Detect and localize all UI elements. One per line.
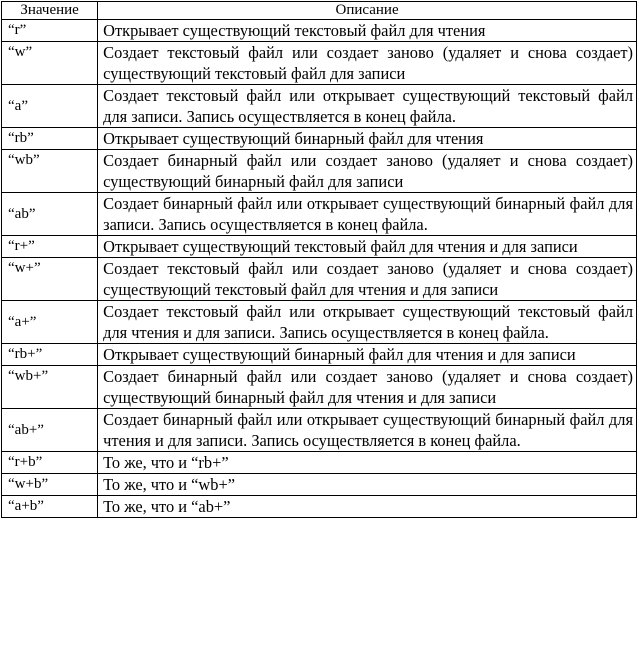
mode-description: Открывает существующий бинарный файл для чтения <box>98 128 637 150</box>
mode-value: “wb+” <box>2 366 98 409</box>
file-modes-table <box>1 1 637 518</box>
table-row <box>2 42 637 85</box>
mode-value: “a” <box>2 85 98 128</box>
table-row <box>2 301 637 344</box>
mode-value: “rb” <box>2 128 98 150</box>
mode-value: “a+” <box>2 301 98 344</box>
header-description: Описание <box>98 2 637 20</box>
table-row <box>2 150 637 193</box>
table-row <box>2 258 637 301</box>
table-row <box>2 496 637 518</box>
mode-description: Создает бинарный файл или открывает существующий бинарный файл для чтения и для записи. Запись осуществляется в конец файла. <box>98 409 637 452</box>
table-row <box>2 344 637 366</box>
table-row <box>2 366 637 409</box>
mode-description: Открывает существующий текстовый файл для чтения и для записи <box>98 236 637 258</box>
mode-description: Создает текстовый файл или создает заново (удаляет и снова создает) существующий текстовый файл для чтения и для записи <box>98 258 637 301</box>
mode-description: Создает текстовый файл или открывает существующий текстовый файл для записи. Запись осуществляется в конец файла. <box>98 85 637 128</box>
table-row <box>2 20 637 42</box>
mode-description: Создает текстовый файл или открывает существующий текстовый файл для чтения и для записи. Запись осуществляется в конец файла. <box>98 301 637 344</box>
mode-value: “rb+” <box>2 344 98 366</box>
table-row <box>2 474 637 496</box>
mode-description: Создает бинарный файл или создает заново (удаляет и снова создает) существующий бинарный файл для чтения и для записи <box>98 366 637 409</box>
mode-value: “r+b” <box>2 452 98 474</box>
mode-description: Открывает существующий текстовый файл для чтения <box>98 20 637 42</box>
table-row <box>2 193 637 236</box>
header-value: Значение <box>2 2 98 20</box>
table-row <box>2 236 637 258</box>
mode-description: Создает бинарный файл или создает заново (удаляет и снова создает) существующий бинарный файл для записи <box>98 150 637 193</box>
mode-description: Создает бинарный файл или открывает существующий бинарный файл для записи. Запись осуществляется в конец файла. <box>98 193 637 236</box>
table-row <box>2 452 637 474</box>
mode-value: “r+” <box>2 236 98 258</box>
table-row <box>2 85 637 128</box>
mode-value: “w+” <box>2 258 98 301</box>
mode-value: “ab” <box>2 193 98 236</box>
table-row <box>2 409 637 452</box>
mode-description: Создает текстовый файл или создает заново (удаляет и снова создает) существующий текстовый файл для записи <box>98 42 637 85</box>
mode-description: Открывает существующий бинарный файл для чтения и для записи <box>98 344 637 366</box>
mode-value: “wb” <box>2 150 98 193</box>
mode-value: “w+b” <box>2 474 98 496</box>
mode-value: “a+b” <box>2 496 98 518</box>
table-row <box>2 128 637 150</box>
mode-value: “r” <box>2 20 98 42</box>
mode-description: То же, что и “wb+” <box>98 474 637 496</box>
mode-description: То же, что и “ab+” <box>98 496 637 518</box>
mode-value: “w” <box>2 42 98 85</box>
mode-description: То же, что и “rb+” <box>98 452 637 474</box>
header-row <box>2 2 637 20</box>
mode-value: “ab+” <box>2 409 98 452</box>
